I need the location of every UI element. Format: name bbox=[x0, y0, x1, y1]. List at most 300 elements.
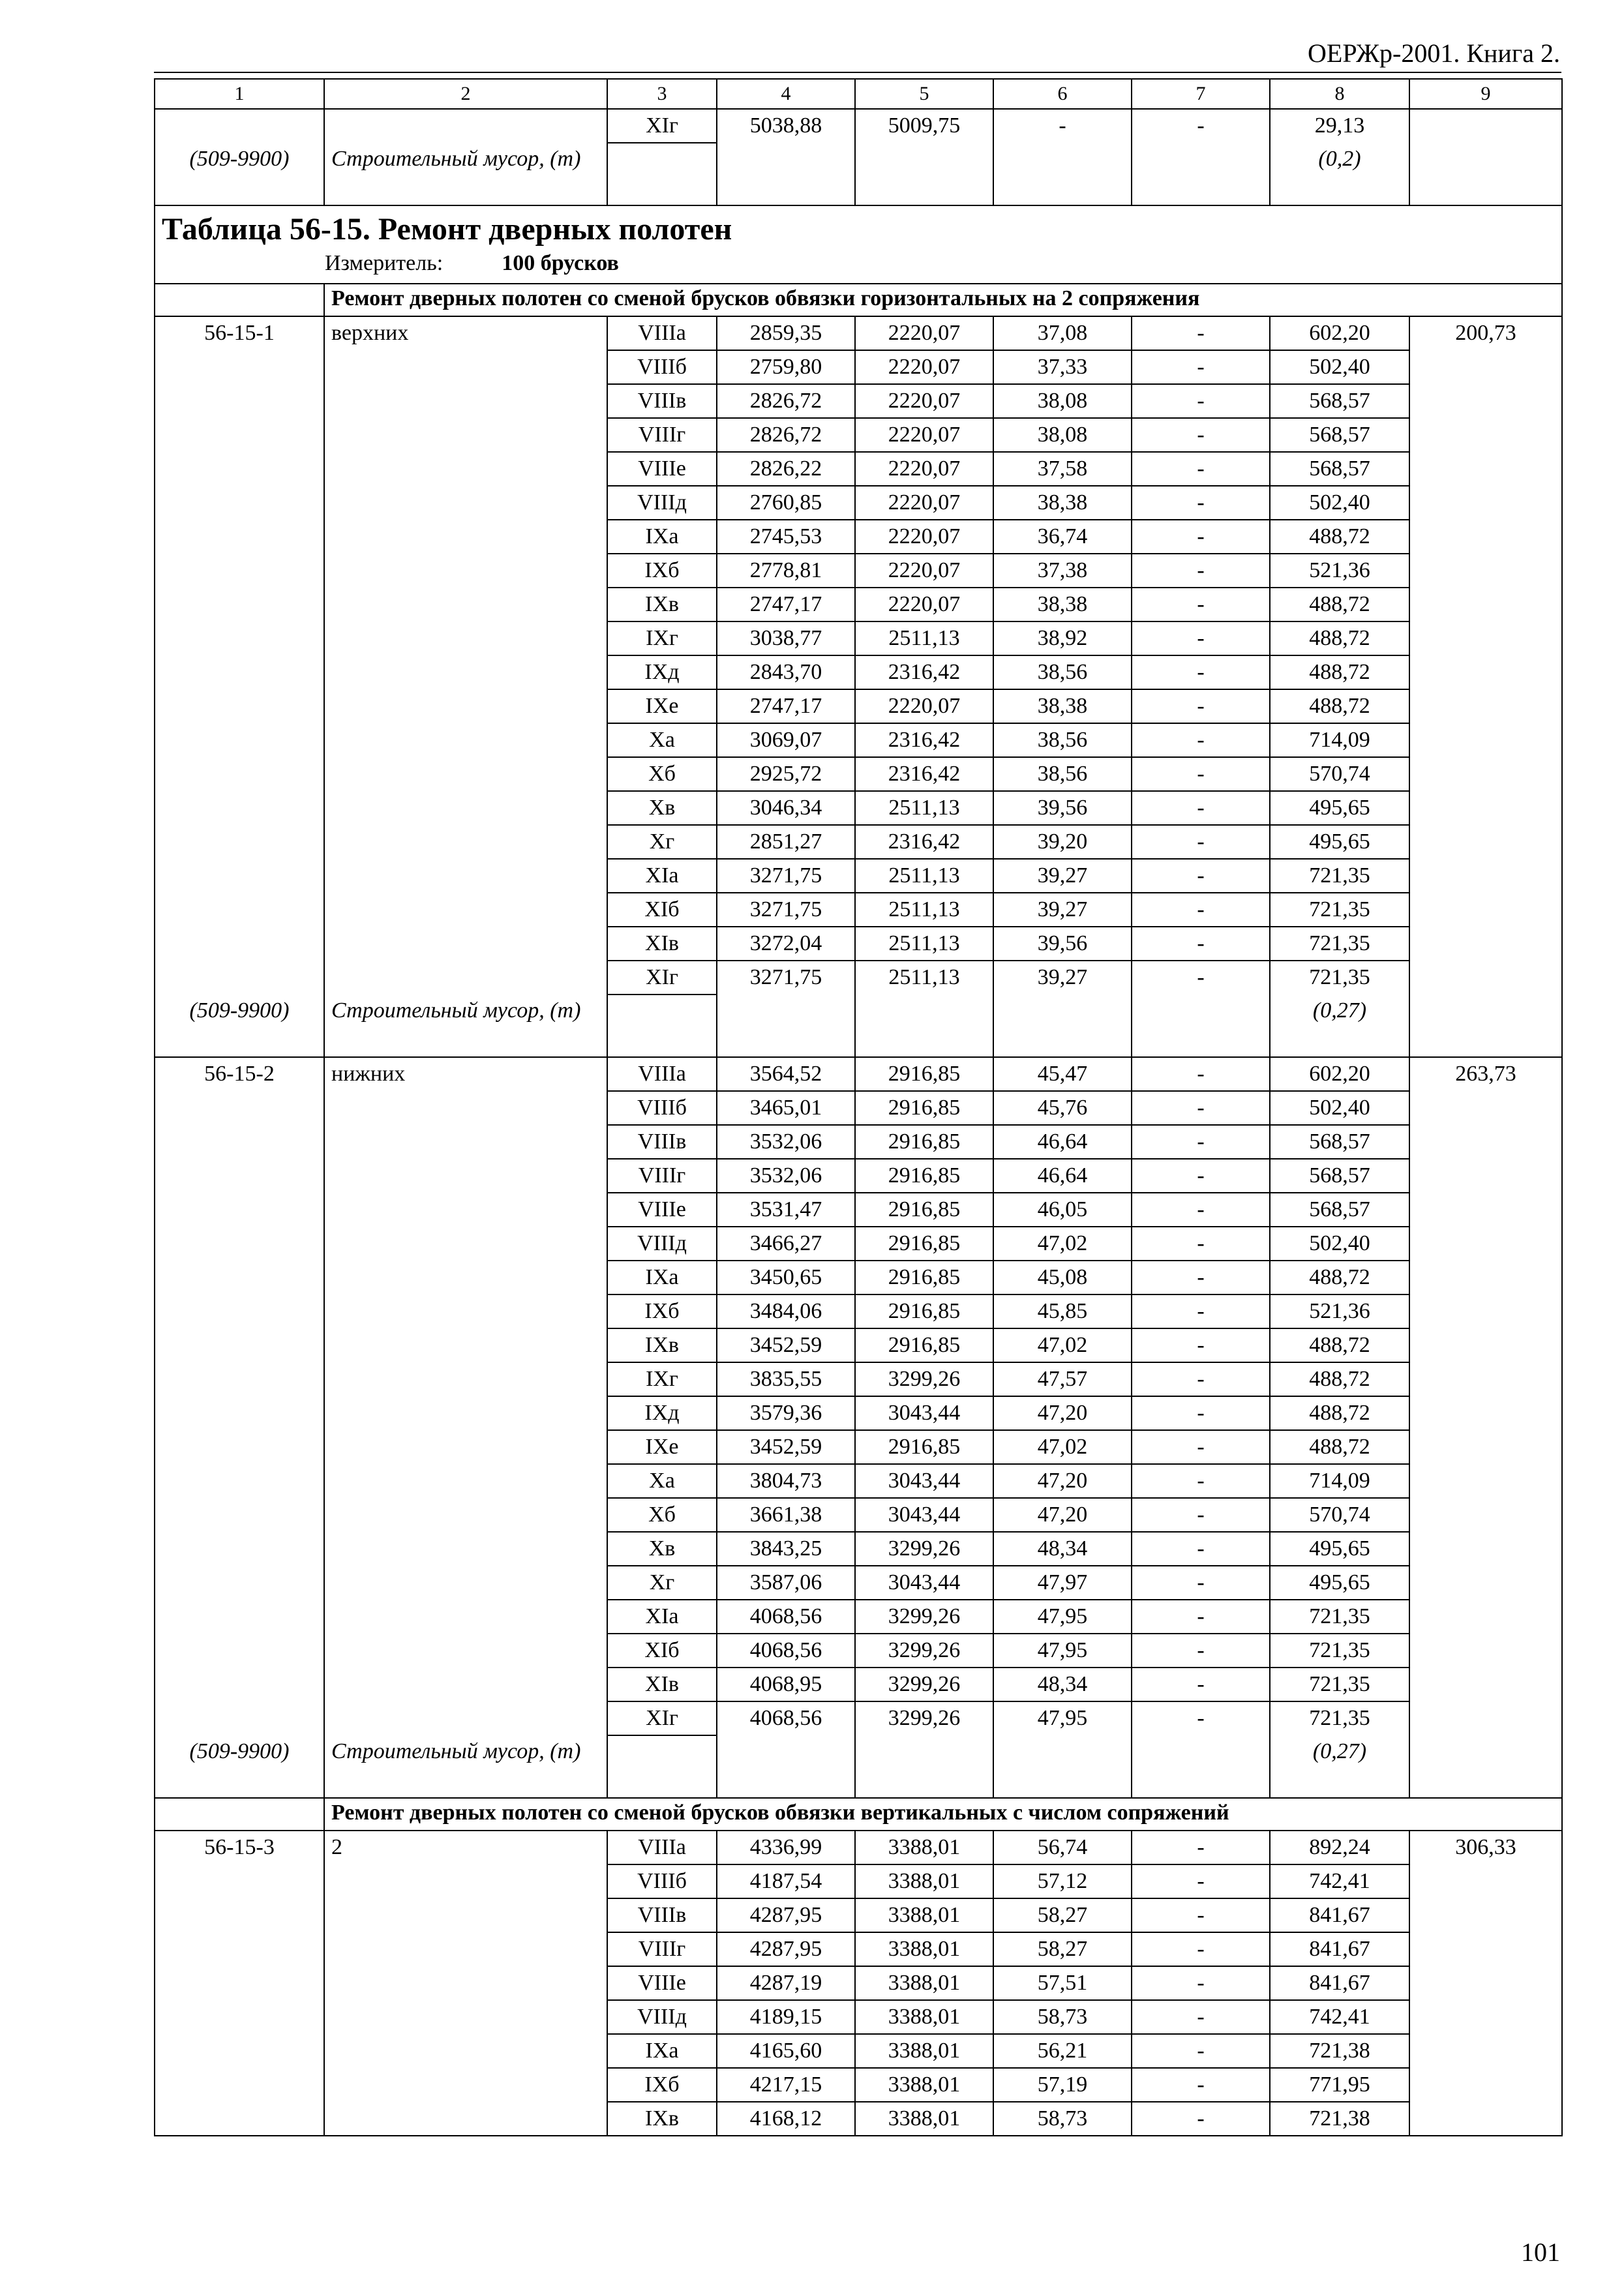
name-cell bbox=[324, 927, 607, 961]
value-cell: 47,95 bbox=[993, 1634, 1132, 1668]
name-cell bbox=[324, 486, 607, 520]
value-cell bbox=[717, 1735, 855, 1798]
name-cell bbox=[324, 1261, 607, 1294]
code-cell bbox=[155, 825, 324, 859]
column-number: 5 bbox=[855, 79, 993, 109]
code-cell bbox=[155, 1193, 324, 1227]
value-cell: 57,51 bbox=[993, 1966, 1132, 2000]
value-cell: 3564,52 bbox=[717, 1057, 855, 1091]
value-cell: 3532,06 bbox=[717, 1159, 855, 1193]
value-cell: 3465,01 bbox=[717, 1091, 855, 1125]
grade-cell: XIв bbox=[607, 1668, 717, 1701]
value-cell: 2220,07 bbox=[855, 588, 993, 621]
table-row bbox=[155, 791, 1562, 825]
value-cell: - bbox=[1132, 1362, 1270, 1396]
table-row bbox=[155, 1227, 1562, 1261]
name-cell bbox=[324, 825, 607, 859]
table-row bbox=[155, 1966, 1562, 2000]
value-cell: 502,40 bbox=[1270, 1091, 1409, 1125]
value-cell: 2220,07 bbox=[855, 520, 993, 554]
table-row bbox=[155, 689, 1562, 723]
value-cell: 37,58 bbox=[993, 452, 1132, 486]
value-cell: 2220,07 bbox=[855, 452, 993, 486]
code-cell bbox=[155, 1898, 324, 1932]
value-cell: 721,35 bbox=[1270, 1668, 1409, 1701]
value-cell: 502,40 bbox=[1270, 1227, 1409, 1261]
value-cell: 2511,13 bbox=[855, 927, 993, 961]
value-cell: 4287,19 bbox=[717, 1966, 855, 2000]
value-cell: 3271,75 bbox=[717, 961, 855, 995]
value-cell: - bbox=[1132, 1125, 1270, 1159]
name-cell bbox=[324, 1966, 607, 2000]
grade-cell: VIIIд bbox=[607, 486, 717, 520]
grade-cell: Xа bbox=[607, 723, 717, 757]
value-cell: 3587,06 bbox=[717, 1566, 855, 1600]
value-cell: 48,34 bbox=[993, 1668, 1132, 1701]
value-cell: 2759,80 bbox=[717, 350, 855, 384]
value-cell: - bbox=[1132, 1193, 1270, 1227]
grade-cell: VIIIв bbox=[607, 384, 717, 418]
grade-cell: VIIIд bbox=[607, 1227, 717, 1261]
name-cell bbox=[324, 1498, 607, 1532]
value-cell: 47,02 bbox=[993, 1328, 1132, 1362]
value-cell: 3388,01 bbox=[855, 1966, 993, 2000]
item-code: 56-15-2 bbox=[155, 1057, 324, 1091]
value-cell: 5038,88 bbox=[717, 109, 855, 143]
value-cell: 488,72 bbox=[1270, 1430, 1409, 1464]
grade-cell: IXа bbox=[607, 2034, 717, 2068]
code-cell bbox=[155, 1362, 324, 1396]
measure-line bbox=[162, 249, 1555, 278]
value-cell: 602,20 bbox=[1270, 316, 1409, 350]
value-cell: 3388,01 bbox=[855, 2034, 993, 2068]
name-cell bbox=[324, 2102, 607, 2136]
name-cell bbox=[324, 961, 607, 995]
table-row bbox=[155, 2000, 1562, 2034]
debris-value: (0,27) bbox=[1270, 1735, 1409, 1798]
value-cell: - bbox=[1132, 109, 1270, 143]
code-cell bbox=[155, 1328, 324, 1362]
name-cell bbox=[324, 1227, 607, 1261]
value-cell: 495,65 bbox=[1270, 1566, 1409, 1600]
table-row bbox=[155, 554, 1562, 588]
value-cell: - bbox=[1132, 2000, 1270, 2034]
value-cell: 721,35 bbox=[1270, 1634, 1409, 1668]
value-cell: 771,95 bbox=[1270, 2068, 1409, 2102]
value-cell: 3531,47 bbox=[717, 1193, 855, 1227]
value-cell: - bbox=[1132, 554, 1270, 588]
table-row bbox=[155, 1898, 1562, 1932]
price-table bbox=[154, 78, 1563, 2136]
section-heading: Ремонт дверных полотен со сменой брусков обвязки вертикальных с числом сопряжений bbox=[324, 1798, 1562, 1831]
value-cell: 5009,75 bbox=[855, 109, 993, 143]
grade-cell: IXв bbox=[607, 2102, 717, 2136]
value-cell: 3452,59 bbox=[717, 1430, 855, 1464]
value-cell: 2760,85 bbox=[717, 486, 855, 520]
value-cell: 47,57 bbox=[993, 1362, 1132, 1396]
value-cell: 2916,85 bbox=[855, 1125, 993, 1159]
value-cell: 4068,56 bbox=[717, 1634, 855, 1668]
header-rule bbox=[154, 72, 1561, 73]
code-cell bbox=[155, 1701, 324, 1735]
col9-cell bbox=[1409, 109, 1562, 205]
value-cell: 2826,22 bbox=[717, 452, 855, 486]
value-cell: 47,20 bbox=[993, 1396, 1132, 1430]
value-cell: 3388,01 bbox=[855, 1898, 993, 1932]
value-cell: - bbox=[1132, 384, 1270, 418]
value-cell: 721,35 bbox=[1270, 859, 1409, 893]
code-cell bbox=[155, 109, 324, 143]
debris-label: Строительный мусор, (т) bbox=[324, 143, 607, 205]
column-number: 3 bbox=[607, 79, 717, 109]
table-row bbox=[155, 2102, 1562, 2136]
name-cell bbox=[324, 1600, 607, 1634]
value-cell: 47,97 bbox=[993, 1566, 1132, 1600]
name-cell bbox=[324, 1634, 607, 1668]
grade-cell: XIг bbox=[607, 1701, 717, 1735]
table-row bbox=[155, 757, 1562, 791]
name-cell bbox=[324, 1159, 607, 1193]
value-cell: 495,65 bbox=[1270, 791, 1409, 825]
value-cell: 488,72 bbox=[1270, 1396, 1409, 1430]
value-cell: 4068,56 bbox=[717, 1600, 855, 1634]
value-cell: 29,13 bbox=[1270, 109, 1409, 143]
value-cell: - bbox=[1132, 520, 1270, 554]
value-cell: 57,12 bbox=[993, 1864, 1132, 1898]
value-cell: 2511,13 bbox=[855, 859, 993, 893]
value-cell: 3835,55 bbox=[717, 1362, 855, 1396]
value-cell: 46,05 bbox=[993, 1193, 1132, 1227]
grade-cell: VIIIа bbox=[607, 1057, 717, 1091]
value-cell: 37,33 bbox=[993, 350, 1132, 384]
value-cell: - bbox=[1132, 927, 1270, 961]
table-row bbox=[155, 1566, 1562, 1600]
table-row bbox=[155, 109, 1562, 143]
debris-label: Строительный мусор, (т) bbox=[324, 1735, 607, 1798]
value-cell: 2220,07 bbox=[855, 316, 993, 350]
value-cell: 47,20 bbox=[993, 1498, 1132, 1532]
code-cell bbox=[155, 1932, 324, 1966]
name-cell bbox=[324, 1091, 607, 1125]
grade-cell: XIа bbox=[607, 859, 717, 893]
value-cell: - bbox=[1132, 757, 1270, 791]
table-row bbox=[155, 1634, 1562, 1668]
value-cell: 3299,26 bbox=[855, 1634, 993, 1668]
value-cell: 38,56 bbox=[993, 757, 1132, 791]
table-row bbox=[155, 418, 1562, 452]
column-number: 8 bbox=[1270, 79, 1409, 109]
value-cell: 3804,73 bbox=[717, 1464, 855, 1498]
name-cell bbox=[324, 1898, 607, 1932]
value-cell: 3484,06 bbox=[717, 1294, 855, 1328]
value-cell: 568,57 bbox=[1270, 1159, 1409, 1193]
code-cell bbox=[155, 1091, 324, 1125]
name-cell bbox=[324, 350, 607, 384]
value-cell: 721,35 bbox=[1270, 961, 1409, 995]
name-cell bbox=[324, 791, 607, 825]
item-code: 56-15-1 bbox=[155, 316, 324, 350]
code-cell bbox=[155, 384, 324, 418]
value-cell: 2511,13 bbox=[855, 893, 993, 927]
value-cell: 841,67 bbox=[1270, 1932, 1409, 1966]
table-row bbox=[155, 1396, 1562, 1430]
value-cell: - bbox=[1132, 791, 1270, 825]
value-cell: 2511,13 bbox=[855, 621, 993, 655]
value-cell: 2916,85 bbox=[855, 1261, 993, 1294]
grade-cell: VIIIе bbox=[607, 452, 717, 486]
value-cell: 58,73 bbox=[993, 2000, 1132, 2034]
name-cell bbox=[324, 2034, 607, 2068]
value-cell: 38,08 bbox=[993, 384, 1132, 418]
name-cell bbox=[324, 1566, 607, 1600]
value-cell: - bbox=[1132, 1566, 1270, 1600]
grade-cell: Xб bbox=[607, 1498, 717, 1532]
value-cell: 58,27 bbox=[993, 1932, 1132, 1966]
column-number: 2 bbox=[324, 79, 607, 109]
grade-cell: XIа bbox=[607, 1600, 717, 1634]
code-cell bbox=[155, 1261, 324, 1294]
value-cell: 2220,07 bbox=[855, 384, 993, 418]
value-cell: 38,08 bbox=[993, 418, 1132, 452]
code-cell bbox=[155, 2068, 324, 2102]
value-cell: 4189,15 bbox=[717, 2000, 855, 2034]
value-cell: - bbox=[1132, 1261, 1270, 1294]
table-row bbox=[155, 1532, 1562, 1566]
name-cell bbox=[324, 1396, 607, 1430]
code-cell bbox=[155, 689, 324, 723]
value-cell: 47,20 bbox=[993, 1464, 1132, 1498]
name-cell bbox=[324, 452, 607, 486]
running-title: ОЕРЖр-2001. Книга 2. bbox=[1308, 38, 1560, 68]
value-cell: - bbox=[1132, 961, 1270, 995]
table-row bbox=[155, 1701, 1562, 1735]
table-row bbox=[155, 1125, 1562, 1159]
value-cell: - bbox=[1132, 893, 1270, 927]
value-cell: 3038,77 bbox=[717, 621, 855, 655]
value-cell: - bbox=[1132, 486, 1270, 520]
value-cell: - bbox=[1132, 1898, 1270, 1932]
value-cell: 488,72 bbox=[1270, 1328, 1409, 1362]
code-cell bbox=[155, 1566, 324, 1600]
value-cell bbox=[1132, 143, 1270, 205]
value-cell: 892,24 bbox=[1270, 1831, 1409, 1864]
table-title-row bbox=[155, 205, 1562, 284]
grade-cell: VIIIв bbox=[607, 1125, 717, 1159]
value-cell: 488,72 bbox=[1270, 621, 1409, 655]
code-cell bbox=[155, 1159, 324, 1193]
table-title: Таблица 56-15. Ремонт дверных полотен bbox=[162, 212, 732, 247]
code-cell bbox=[155, 1600, 324, 1634]
code-cell bbox=[155, 1864, 324, 1898]
table-row bbox=[155, 1430, 1562, 1464]
name-cell bbox=[324, 1294, 607, 1328]
table-row bbox=[155, 859, 1562, 893]
table-row bbox=[155, 723, 1562, 757]
value-cell: 38,38 bbox=[993, 486, 1132, 520]
value-cell: 38,56 bbox=[993, 655, 1132, 689]
debris-row bbox=[155, 143, 1562, 205]
value-cell: - bbox=[1132, 1498, 1270, 1532]
value-cell: 4168,12 bbox=[717, 2102, 855, 2136]
debris-row bbox=[155, 995, 1562, 1057]
value-cell: - bbox=[1132, 825, 1270, 859]
value-cell: - bbox=[1132, 859, 1270, 893]
value-cell: 4287,95 bbox=[717, 1898, 855, 1932]
code-cell bbox=[155, 520, 324, 554]
name-cell bbox=[324, 384, 607, 418]
table-row bbox=[155, 1932, 1562, 1966]
name-cell bbox=[324, 723, 607, 757]
code-cell bbox=[155, 554, 324, 588]
value-cell: 521,36 bbox=[1270, 1294, 1409, 1328]
value-cell: 4217,15 bbox=[717, 2068, 855, 2102]
grade-cell: Xв bbox=[607, 1532, 717, 1566]
name-cell bbox=[324, 520, 607, 554]
grade-cell: IXа bbox=[607, 1261, 717, 1294]
code-cell bbox=[155, 1966, 324, 2000]
code-cell bbox=[155, 1294, 324, 1328]
table-row bbox=[155, 1831, 1562, 1864]
name-cell bbox=[324, 1532, 607, 1566]
value-cell: 3299,26 bbox=[855, 1668, 993, 1701]
table-row bbox=[155, 1464, 1562, 1498]
name-cell bbox=[324, 1932, 607, 1966]
code-cell bbox=[155, 2000, 324, 2034]
value-cell: - bbox=[1132, 2068, 1270, 2102]
value-cell bbox=[1132, 995, 1270, 1057]
code-cell bbox=[155, 1125, 324, 1159]
value-cell: 602,20 bbox=[1270, 1057, 1409, 1091]
code-cell bbox=[155, 452, 324, 486]
value-cell: - bbox=[1132, 452, 1270, 486]
value-cell: 58,27 bbox=[993, 1898, 1132, 1932]
col9-value: 306,33 bbox=[1409, 1831, 1562, 2136]
name-cell bbox=[324, 1362, 607, 1396]
code-cell bbox=[155, 791, 324, 825]
table-row bbox=[155, 2034, 1562, 2068]
value-cell: - bbox=[1132, 655, 1270, 689]
value-cell: 58,73 bbox=[993, 2102, 1132, 2136]
column-number: 6 bbox=[993, 79, 1132, 109]
name-cell bbox=[324, 1193, 607, 1227]
grade-cell: Xг bbox=[607, 1566, 717, 1600]
value-cell: 488,72 bbox=[1270, 520, 1409, 554]
table-row bbox=[155, 1193, 1562, 1227]
grade-cell bbox=[607, 143, 717, 205]
grade-cell: XIв bbox=[607, 927, 717, 961]
debris-code: (509-9900) bbox=[155, 995, 324, 1057]
value-cell: 56,21 bbox=[993, 2034, 1132, 2068]
code-cell bbox=[155, 723, 324, 757]
grade-cell: Xа bbox=[607, 1464, 717, 1498]
name-cell bbox=[324, 554, 607, 588]
value-cell: 721,35 bbox=[1270, 927, 1409, 961]
value-cell: 2925,72 bbox=[717, 757, 855, 791]
value-cell: - bbox=[1132, 1634, 1270, 1668]
grade-cell: XIб bbox=[607, 1634, 717, 1668]
value-cell: - bbox=[1132, 1430, 1270, 1464]
section-heading-row bbox=[155, 1798, 1562, 1831]
value-cell: 721,38 bbox=[1270, 2102, 1409, 2136]
value-cell: 2916,85 bbox=[855, 1091, 993, 1125]
value-cell: 45,47 bbox=[993, 1057, 1132, 1091]
measure-value: 100 брусков bbox=[502, 251, 619, 275]
value-cell: - bbox=[1132, 2102, 1270, 2136]
grade-cell: IXг bbox=[607, 621, 717, 655]
value-cell: - bbox=[1132, 1464, 1270, 1498]
code-cell bbox=[155, 621, 324, 655]
value-cell: 2916,85 bbox=[855, 1057, 993, 1091]
value-cell: 2511,13 bbox=[855, 961, 993, 995]
value-cell: 2826,72 bbox=[717, 418, 855, 452]
value-cell: 2511,13 bbox=[855, 791, 993, 825]
value-cell: - bbox=[1132, 1864, 1270, 1898]
name-cell bbox=[324, 1328, 607, 1362]
col9-value: 200,73 bbox=[1409, 316, 1562, 1057]
code-cell bbox=[155, 2034, 324, 2068]
table-row bbox=[155, 1328, 1562, 1362]
name-cell bbox=[324, 1668, 607, 1701]
value-cell: 721,35 bbox=[1270, 1600, 1409, 1634]
name-cell bbox=[324, 655, 607, 689]
value-cell: 38,38 bbox=[993, 588, 1132, 621]
table-row bbox=[155, 621, 1562, 655]
code-cell bbox=[155, 588, 324, 621]
value-cell: 502,40 bbox=[1270, 486, 1409, 520]
value-cell: 2826,72 bbox=[717, 384, 855, 418]
value-cell: 721,35 bbox=[1270, 893, 1409, 927]
value-cell: 2916,85 bbox=[855, 1294, 993, 1328]
code-cell bbox=[155, 1396, 324, 1430]
value-cell: - bbox=[1132, 1328, 1270, 1362]
value-cell: 45,76 bbox=[993, 1091, 1132, 1125]
grade-cell: VIIIа bbox=[607, 1831, 717, 1864]
table-row bbox=[155, 1600, 1562, 1634]
value-cell: 841,67 bbox=[1270, 1898, 1409, 1932]
value-cell: 488,72 bbox=[1270, 655, 1409, 689]
value-cell: 2316,42 bbox=[855, 757, 993, 791]
value-cell: 2316,42 bbox=[855, 655, 993, 689]
value-cell: - bbox=[1132, 350, 1270, 384]
value-cell: 3388,01 bbox=[855, 2102, 993, 2136]
name-cell bbox=[324, 1125, 607, 1159]
value-cell: 3272,04 bbox=[717, 927, 855, 961]
value-cell: 3046,34 bbox=[717, 791, 855, 825]
value-cell bbox=[855, 995, 993, 1057]
grade-cell: VIIIб bbox=[607, 350, 717, 384]
grade-cell: VIIIг bbox=[607, 1932, 717, 1966]
value-cell: 37,08 bbox=[993, 316, 1132, 350]
value-cell: 2859,35 bbox=[717, 316, 855, 350]
section-heading: Ремонт дверных полотен со сменой брусков обвязки горизонтальных на 2 сопряжения bbox=[324, 284, 1562, 316]
table-row bbox=[155, 384, 1562, 418]
value-cell: - bbox=[1132, 418, 1270, 452]
value-cell: 39,56 bbox=[993, 927, 1132, 961]
value-cell: 3452,59 bbox=[717, 1328, 855, 1362]
value-cell: 568,57 bbox=[1270, 384, 1409, 418]
value-cell: 714,09 bbox=[1270, 1464, 1409, 1498]
table-row bbox=[155, 316, 1562, 350]
value-cell: 2220,07 bbox=[855, 350, 993, 384]
grade-cell: IXб bbox=[607, 554, 717, 588]
code-cell bbox=[155, 2102, 324, 2136]
code-cell bbox=[155, 486, 324, 520]
value-cell: - bbox=[1132, 723, 1270, 757]
item-name: верхних bbox=[324, 316, 607, 350]
grade-cell: VIIIг bbox=[607, 1159, 717, 1193]
section-heading-spacer bbox=[155, 284, 324, 316]
code-cell bbox=[155, 757, 324, 791]
